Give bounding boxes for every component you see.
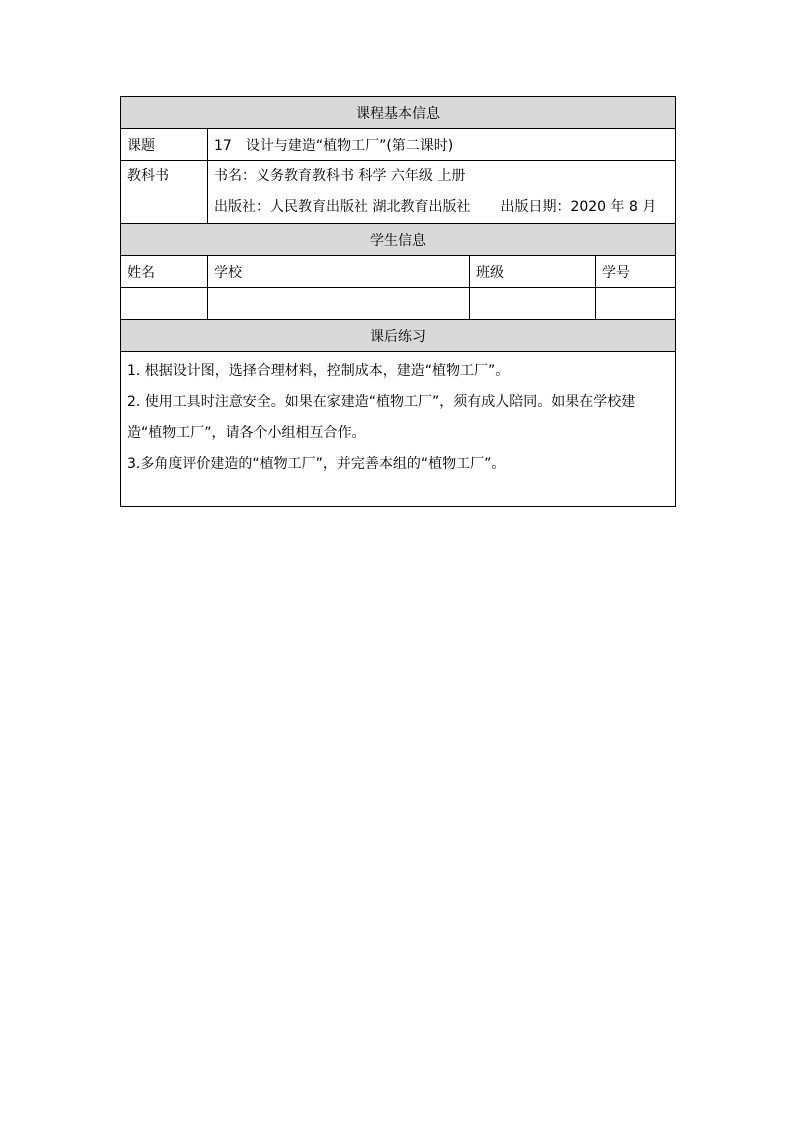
exercise-item-1: 1. 根据设计图，选择合理材料，控制成本，建造“植物工厂”。 <box>127 363 510 379</box>
course-info-table <box>120 96 676 507</box>
exercises-header: 课后练习 <box>121 320 676 352</box>
id-field[interactable] <box>596 288 676 320</box>
exercises-body <box>121 352 676 507</box>
class-field[interactable] <box>470 288 596 320</box>
textbook-label <box>121 161 208 224</box>
school-field[interactable] <box>208 288 470 320</box>
class-label: 班级 <box>470 256 596 288</box>
textbook-pub-date: 出版日期：2020 年 8 月 <box>500 199 657 215</box>
exercise-item-3: 3.多角度评价建造的“植物工厂”，并完善本组的“植物工厂”。 <box>127 456 506 472</box>
exercise-item-2: 2. 使用工具时注意安全。如果在家建造“植物工厂”，须有成人陪同。如果在学校建造“植物工厂”，请各个小组相互合作。 <box>127 394 636 441</box>
topic-label: 课题 <box>121 129 208 161</box>
school-label: 学校 <box>208 256 470 288</box>
textbook-publisher-line <box>214 192 669 223</box>
name-label: 姓名 <box>121 256 208 288</box>
textbook-name: 书名：义务教育教科书 科学 六年级 上册 <box>214 168 466 184</box>
textbook-publisher: 出版社：人民教育出版社 湖北教育出版社 <box>214 199 471 215</box>
textbook-label-text: 教科书 <box>127 168 169 184</box>
topic-value: 17 设计与建造“植物工厂”(第二课时) <box>208 129 676 161</box>
name-field[interactable] <box>121 288 208 320</box>
id-label: 学号 <box>596 256 676 288</box>
student-info-header: 学生信息 <box>121 224 676 256</box>
course-info-header: 课程基本信息 <box>121 97 676 129</box>
textbook-details <box>208 161 676 224</box>
